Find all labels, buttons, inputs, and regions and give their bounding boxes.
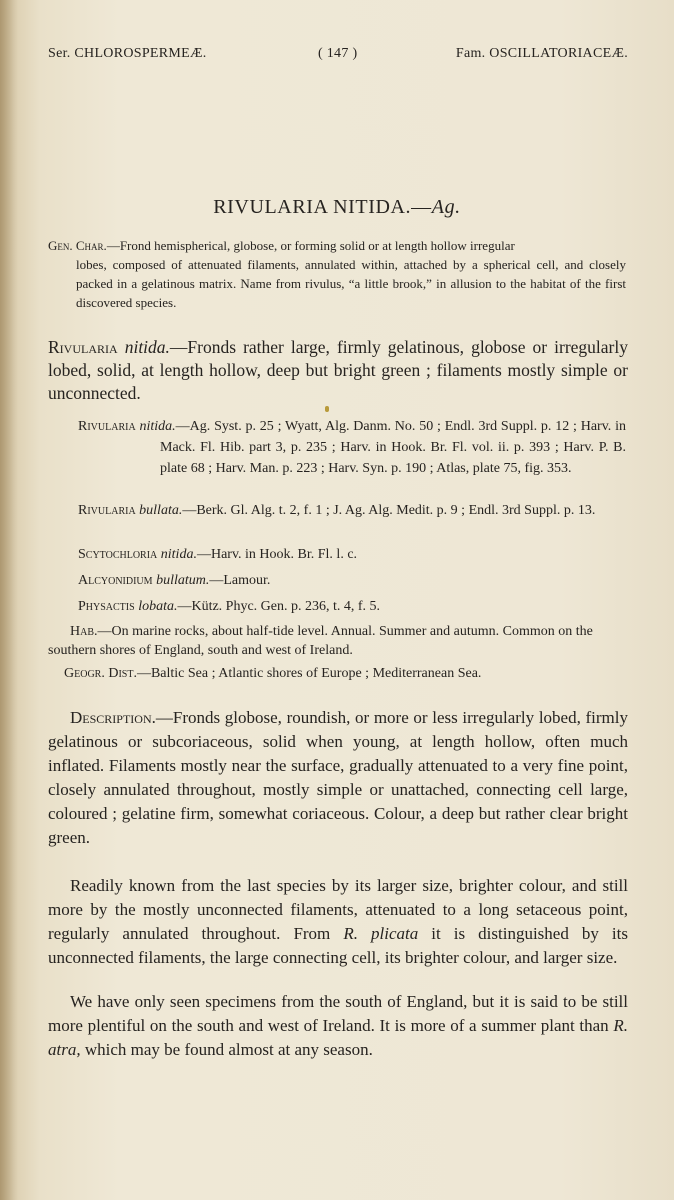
para3-after: which may be found almost at any season. [80, 1040, 373, 1059]
intro-species: nitida. [124, 337, 170, 357]
synonym-genus: Alcyonidium [78, 573, 153, 588]
synonym-entry [78, 500, 626, 521]
synonym-genus: Physactis [78, 599, 135, 614]
header-series: Ser. CHLOROSPERMEÆ. [48, 46, 207, 61]
para3-before: We have only seen specimens from the south of England, but it is said to be still more plentiful on the south and west of Ireland. It is more of a summer plant than [48, 992, 628, 1035]
synonym-refs: —Ag. Syst. p. 25 ; Wyatt, Alg. Danm. No. 50 ; Endl. 3rd Suppl. p. 12 ; Harv. in Mack. Fl. Hib. part 3, p. 235 ; Harv. in Hook. Br. Fl. vol. ii. p. 393 ; Harv. P. B. plate 68 ; Harv. Man. p. 223 ; Harv. Syn. p. 190 ; Atlas, plate 75, fig. 353. [160, 419, 626, 476]
generic-character [48, 236, 626, 312]
ink-speck [325, 406, 329, 412]
description-lead: Description. [70, 708, 156, 727]
binding-shadow [0, 0, 18, 1200]
para3-ref: R. atra, [48, 1016, 628, 1059]
synonym-refs: —Kütz. Phyc. Gen. p. 236, t. 4, f. 5. [177, 599, 381, 614]
synonym-entry [78, 570, 626, 591]
gen-char-rest: lobes, composed of attenuated filaments, annulated within, attached by a spherical cell, and closely packed in a gelatinous matrix. Name from rivulus, “a little brook,” in allusion to the habitat of the first discovered species. [76, 257, 626, 310]
synonym-entry [78, 544, 626, 565]
title-author: Ag. [431, 196, 461, 218]
synonym-entry [78, 416, 626, 479]
species-intro [48, 336, 628, 405]
synonym-species: nitida. [139, 419, 176, 434]
title-name: RIVULARIA NITIDA.— [213, 196, 432, 218]
geographic-distribution [64, 664, 624, 684]
synonym-species: bullata. [139, 503, 183, 518]
description-text: —Fronds globose, roundish, or more or less irregularly lobed, firmly gelatinous or subcoriaceous, solid when young, at length hollow, often much inflated. Filaments mostly near the surface, gradually attenuated to a very fine point, closely annulated throughout, mostly simple or unattached, connecting cell large, coloured ; gelatine firm, somewhat coriaceous. Colour, a deep but rather clear bright green. [48, 708, 628, 847]
comparison-paragraph [48, 874, 628, 970]
synonym-genus: Rivularia [78, 503, 136, 518]
description-paragraph [48, 706, 628, 850]
distribution-paragraph [48, 990, 628, 1062]
synonym-genus: Rivularia [78, 419, 136, 434]
para2-ref: R. plicata [343, 924, 419, 943]
page-number: ( 147 ) [318, 46, 358, 61]
habitat [48, 622, 628, 660]
geogr-text: —Baltic Sea ; Atlantic shores of Europe ; Mediterranean Sea. [136, 666, 482, 681]
synonym-refs: —Berk. Gl. Alg. t. 2, f. 1 ; J. Ag. Alg. Medit. p. 9 ; Endl. 3rd Suppl. p. 13. [182, 503, 596, 518]
header-family: Fam. OSCILLATORIACEÆ. [455, 46, 628, 61]
synonym-species: nitida. [160, 547, 197, 562]
synonym-genus: Scytochloria [78, 547, 158, 562]
para2-before: Readily known from the last species by its larger size, brighter colour, and still more by the mostly unconnected filaments, attenuated to a long setaceous point, regularly annulated throughout. From [48, 876, 628, 943]
geogr-lead: Geogr. Dist. [64, 666, 137, 681]
gen-char-lead: Gen. Char. [48, 238, 107, 253]
synonym-refs: —Lamour. [209, 573, 271, 588]
synonym-species: bullatum. [156, 573, 210, 588]
synonym-refs: —Harv. in Hook. Br. Fl. l. c. [196, 547, 358, 562]
synonym-entry [78, 596, 626, 617]
synonym-species: lobata. [138, 599, 178, 614]
intro-text: —Fronds rather large, firmly gelatinous, globose or irregularly lobed, solid, at length hollow, deep but bright green ; filaments mostly simple or unconnected. [48, 337, 629, 403]
intro-genus: Rivularia [48, 337, 118, 357]
para2-after: it is distinguished by its unconnected filaments, the large connecting cell, its brighter colour, and larger size. [48, 924, 628, 967]
species-title [0, 196, 674, 219]
hab-text: —On marine rocks, about half-tide level. Annual. Summer and autumn. Common on the southern shores of England, south and west of Ireland. [48, 624, 593, 658]
gen-char-line1: —Frond hemispherical, globose, or forming solid or at length hollow irregular [106, 238, 515, 253]
hab-lead: Hab. [70, 624, 98, 639]
